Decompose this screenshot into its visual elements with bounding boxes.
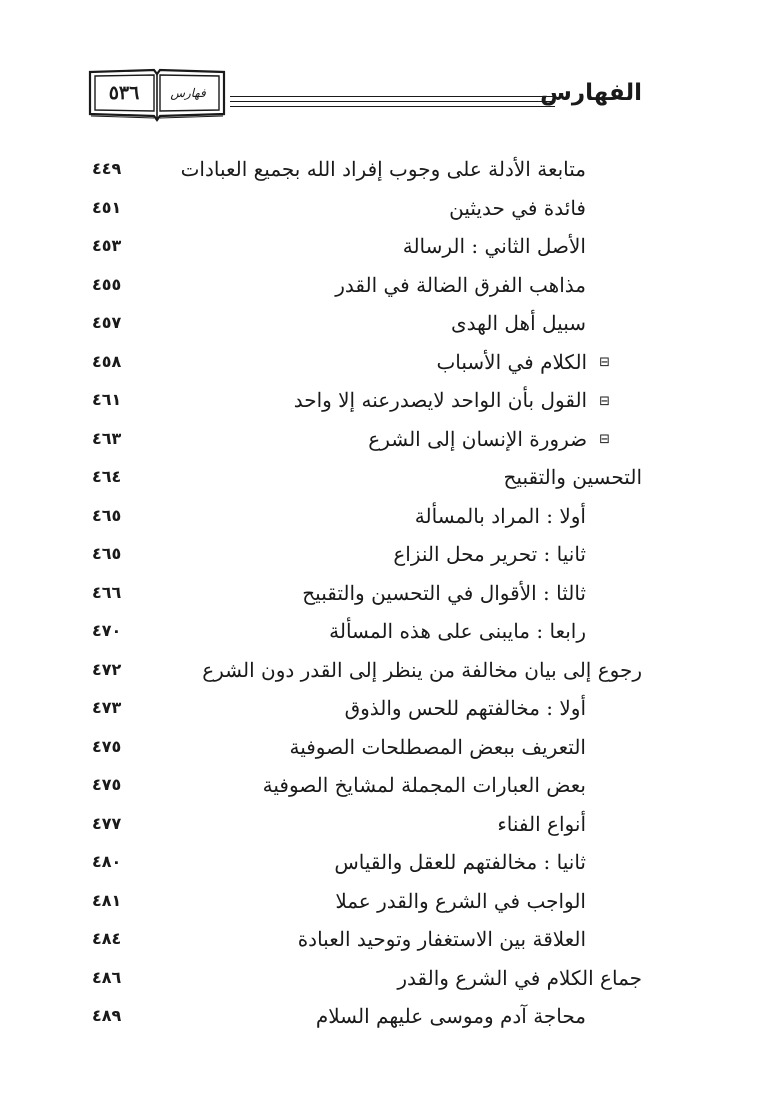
- toc-entry-text: أولا : المراد بالمسألة: [414, 503, 586, 528]
- toc-entry-text: أولا : مخالفتهم للحس والذوق: [344, 696, 586, 720]
- toc-row: [0, 458, 758, 496]
- toc-entry: [451, 309, 586, 337]
- toc-entry: [504, 463, 643, 491]
- bullet-icon: ⊟: [599, 393, 610, 409]
- toc-entry-text: محاجة آدم وموسى عليهم السلام: [315, 1004, 586, 1028]
- toc-entry: [316, 1002, 586, 1030]
- toc-entry-text: رجوع إلى بيان مخالفة من ينظر إلى القدر دون الشرع: [202, 657, 642, 682]
- toc-page-number: ٤٨٦: [92, 967, 122, 987]
- toc-entry: [289, 733, 586, 761]
- toc-page-number: ٤٥٥: [92, 274, 122, 294]
- page-header: [0, 0, 758, 140]
- header-rule-middle: [230, 101, 555, 102]
- toc-row: [0, 343, 758, 381]
- bullet-icon: ⊟: [599, 355, 610, 370]
- toc-page-number: ٤٦١: [92, 390, 122, 409]
- bullet-icon: ⊟: [599, 432, 610, 447]
- toc-entry: [298, 925, 586, 953]
- toc-page-number: ٤٦٥: [92, 505, 122, 525]
- toc-entry-text: ثانيا : مخالفتهم للعقل والقياس: [334, 850, 586, 874]
- toc-row: [0, 805, 758, 843]
- toc-entry: [335, 271, 586, 299]
- toc-entry: [397, 964, 642, 992]
- section-title: الفهارس: [540, 80, 642, 106]
- toc-entry: [334, 848, 586, 876]
- toc-row: [0, 227, 758, 265]
- toc-entry: [181, 155, 586, 183]
- toc-row: [0, 959, 758, 997]
- toc-page-number: ٤٦٥: [92, 544, 122, 563]
- book-label: فهارس: [170, 86, 206, 100]
- toc-row: [0, 535, 758, 573]
- toc-entry: [393, 540, 586, 568]
- toc-entry-text: القول بأن الواحد لايصدرعنه إلا واحد: [293, 388, 588, 412]
- toc-entry: [368, 425, 610, 455]
- toc-entry-text: الكلام في الأسباب: [436, 349, 588, 374]
- toc-entry: [449, 194, 586, 222]
- toc-row: [0, 420, 758, 458]
- toc-row: [0, 189, 758, 227]
- toc-row: [0, 150, 758, 188]
- toc-page-number: ٤٨٠: [92, 852, 122, 871]
- toc-entry: [403, 232, 586, 260]
- toc-page-number: ٤٨٩: [92, 1006, 122, 1025]
- toc-row: [0, 574, 758, 612]
- toc-page-number: ٤٧٣: [92, 698, 122, 717]
- toc-entry: [202, 656, 642, 684]
- toc-row: [0, 497, 758, 535]
- toc-row: [0, 766, 758, 804]
- toc-entry: [436, 348, 610, 378]
- toc-entry: [329, 617, 586, 645]
- toc-page-number: ٤٨١: [92, 890, 122, 910]
- toc-row: [0, 882, 758, 920]
- toc-entry: [497, 810, 586, 838]
- toc-row: [0, 843, 758, 881]
- toc-page-number: ٤٧٥: [92, 736, 122, 756]
- toc-row: [0, 381, 758, 419]
- toc-page-number: ٤٥٣: [92, 236, 122, 255]
- toc-page-number: ٤٧٧: [92, 813, 122, 833]
- toc-entry: [294, 386, 610, 416]
- toc-page-number: ٤٧٠: [92, 621, 122, 640]
- toc-entry-text: ثالثا : الأقوال في التحسين والتقبيح: [302, 580, 586, 605]
- toc-page-number: ٤٨٤: [92, 929, 122, 948]
- toc-entry-text: رابعا : مايبنى على هذه المسألة: [329, 619, 586, 643]
- toc-entry-text: بعض العبارات المجملة لمشايخ الصوفية: [262, 773, 586, 797]
- toc-page-number: ٤٥٧: [92, 313, 122, 332]
- toc-entry-text: فائدة في حديثين: [449, 195, 586, 220]
- toc-entry: [335, 887, 586, 915]
- header-rule-top: [230, 96, 555, 97]
- toc-row: [0, 651, 758, 689]
- toc-entry-text: الأصل الثاني : الرسالة: [402, 234, 586, 258]
- toc-row: [0, 997, 758, 1035]
- toc-entry-text: التحسين والتقبيح: [503, 465, 642, 489]
- toc-row: [0, 920, 758, 958]
- header-rule-bottom: [230, 106, 555, 107]
- toc-entry-text: جماع الكلام في الشرع والقدر: [397, 965, 642, 990]
- toc-row: [0, 304, 758, 342]
- toc-page-number: ٤٤٩: [92, 159, 122, 178]
- toc-page-number: ٤٧٢: [92, 659, 122, 679]
- toc-entry-text: أنواع الفناء: [497, 811, 586, 836]
- toc-row: [0, 612, 758, 650]
- toc-page-number: ٤٦٦: [92, 582, 122, 602]
- toc-entry-text: العلاقة بين الاستغفار وتوحيد العبادة: [297, 927, 586, 951]
- toc-entry-text: التعريف ببعض المصطلحات الصوفية: [289, 734, 586, 759]
- toc-entry-text: مذاهب الفرق الضالة في القدر: [335, 272, 586, 297]
- toc-entry-text: ثانيا : تحرير محل النزاع: [393, 542, 586, 566]
- open-book-ornament: [86, 64, 228, 122]
- toc-entry-text: متابعة الأدلة على وجوب إفراد الله بجميع العبادات: [180, 157, 586, 181]
- toc-page-number: ٤٧٥: [92, 775, 122, 794]
- toc-row: [0, 728, 758, 766]
- toc-entry: [415, 502, 586, 530]
- page-number: ٥٣٦: [108, 81, 140, 104]
- toc-entry-text: ضرورة الإنسان إلى الشرع: [368, 426, 588, 451]
- toc-row: [0, 266, 758, 304]
- toc-entry-text: سبيل أهل الهدى: [451, 311, 586, 335]
- toc-entry: [263, 771, 586, 799]
- toc-entry: [345, 694, 586, 722]
- toc-page-number: ٤٥١: [92, 197, 122, 217]
- toc-entry-text: الواجب في الشرع والقدر عملا: [335, 888, 586, 913]
- toc-page-number: ٤٦٤: [92, 467, 122, 486]
- toc-row: [0, 689, 758, 727]
- toc-entry: [302, 579, 586, 607]
- toc-page-number: ٤٥٨: [92, 351, 122, 371]
- toc-page-number: ٤٦٣: [92, 428, 122, 448]
